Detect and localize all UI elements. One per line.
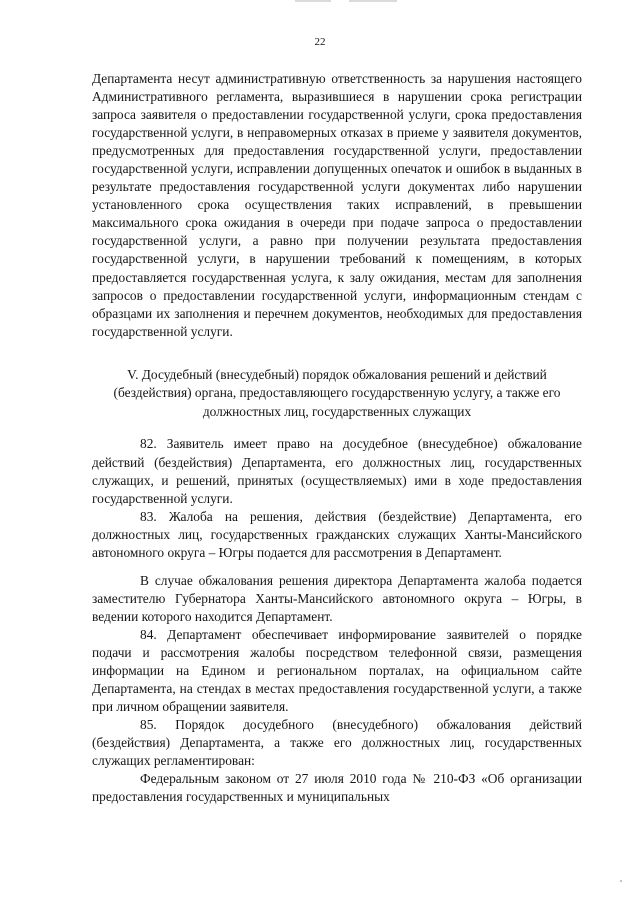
paragraph-responsibility: Департамента несут административную ответственность за нарушения настоящего Административного регламента, выразившиеся в нарушении срока регистрации запроса заявителя о предоставлении государственной услуги, срока предоставления государственной услуги, в неправомерных отказах в приеме у заявителя документов, предусмотренных для предоставления государственной услуги, предоставлении государственной услуги, исправлении допущенных опечаток и ошибок в выданных в результате предоставления государственной услуги документах либо нарушении установленного срока осуществления таких исправлений, в превышении максимального срока ожидания в очереди при подаче запроса о предоставлении государственной услуги, а равно при получении результата предоставления государственной услуги, в нарушении требований к помещениям, в которых предоставляется государственная услуга, к залу ожидания, местам для заполнения запросов о предоставлении государственной услуги, информационным стендам с образцами их заполнения и перечнем документов, необходимых для предоставления государственной услуги.	[92, 71, 582, 339]
scan-artifact-right	[349, 0, 397, 2]
scan-artifact-left	[295, 0, 331, 2]
paragraph-82: 82. Заявитель имеет право на досудебное (внесудебное) обжалование действий (бездействия) Департамента, его должностных лиц, государственных служащих, и решений, принятых (осуществляемых) ими в ходе предоставления государственной услуги.	[92, 436, 582, 506]
paragraph-83-continued: В случае обжалования решения директора Департамента жалоба подается заместителю Губернатора Ханты-Мансийского автономного округа – Югры, в ведении которого находится Департамент.	[92, 572, 582, 624]
section-heading: V. Досудебный (внесудебный) порядок обжалования решений и действий (бездействия) органа, предоставляющего государственную услугу, а также его должностных лиц, государственных служащих	[113, 366, 561, 419]
paragraph-84: 84. Департамент обеспечивает информирование заявителей о порядке подачи и рассмотрения жалобы посредством телефонной связи, размещения информации на Едином и региональном порталах, на официальном сайте Департамента, на стендах в местах предоставления государственной услуги, а также при личном обращении заявителя.	[92, 626, 582, 715]
page-number: 22	[314, 36, 326, 48]
scan-speck	[620, 880, 622, 882]
paragraph-85: 85. Порядок досудебного (внесудебного) обжалования действий (бездействия) Департамента, а также его должностных лиц, государственных служащих регламентирован:	[92, 717, 582, 769]
paragraph-85-law: Федеральным законом от 27 июля 2010 года № 210-ФЗ «Об организации предоставления государственных и муниципальных	[92, 771, 582, 805]
document-body	[92, 70, 582, 806]
paragraph-83: 83. Жалоба на решения, действия (бездействие) Департамента, его должностных лиц, государственных гражданских служащих Ханты-Мансийского автономного округа – Югры подается для рассмотрения в Департамент.	[92, 508, 582, 560]
